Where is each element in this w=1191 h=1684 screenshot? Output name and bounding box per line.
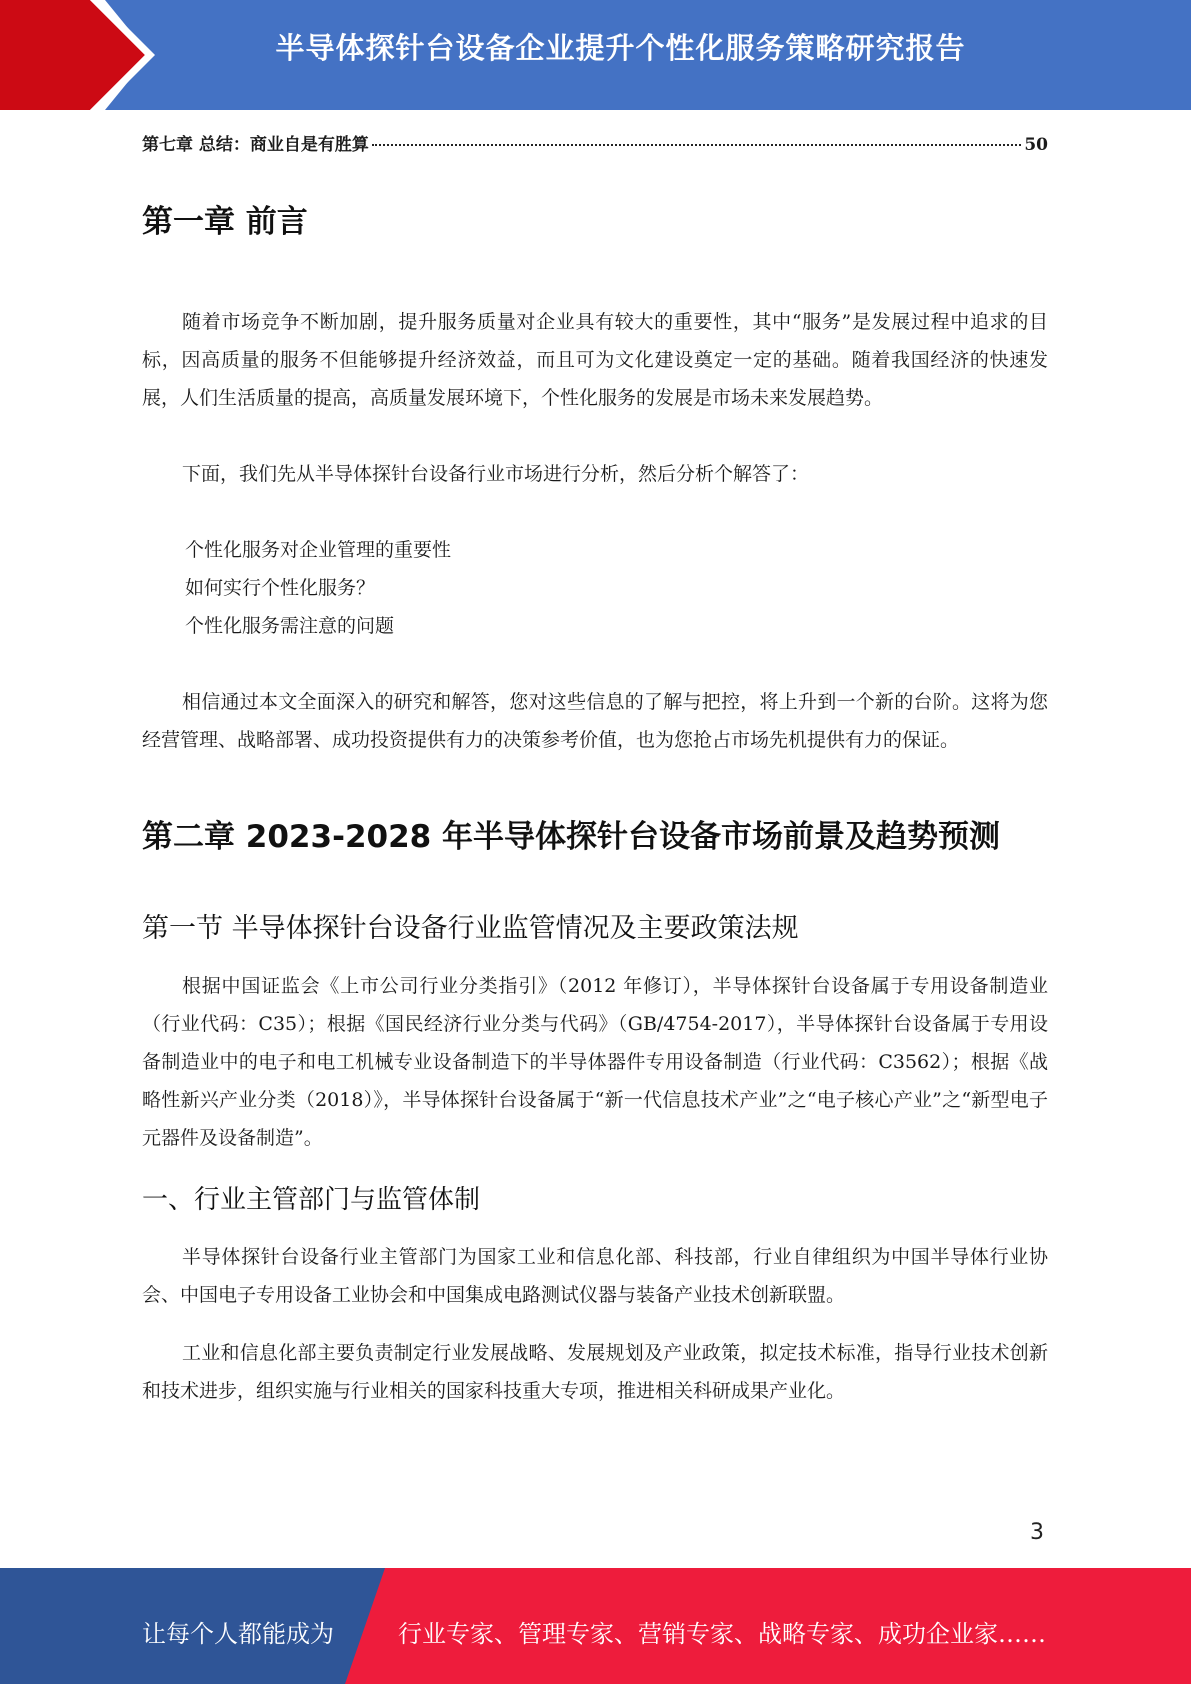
chapter-1-paragraph-1: 随着市场竞争不断加剧，提升服务质量对企业具有较大的重要性，其中“服务”是发展过程中追求的目标，因高质量的服务不但能够提升经济效益，而且可为文化建设奠定一定的基础。随着我国经济的快速发展，人们生活质量的提高，高质量发展环境下，个性化服务的发展是市场未来发展趋势。 bbox=[142, 311, 1048, 409]
section-1-paragraph: 根据中国证监会《上市公司行业分类指引》（2012 年修订），半导体探针台设备属于专用设备制造业（行业代码：C35）；根据《国民经济行业分类与代码》（GB/4754-2017），半导体探针台设备属于专用设备制造业中的电子和电工机械专业设备制造下的半导体器件专用设备制造（行业代码：C3562）；根据《战略性新兴产业分类（2018）》，半导体探针台设备属于“新一代信息技术产业”之“电子核心产业”之“新型电子元器件及设备制造”。 bbox=[142, 975, 1048, 1149]
toc-leader-dots bbox=[372, 144, 1021, 146]
document-body bbox=[142, 196, 1048, 1410]
page-number: 3 bbox=[1030, 1520, 1044, 1545]
chapter-2-heading: 第二章 2023-2028 年半导体探针台设备市场前景及趋势预测 bbox=[142, 819, 1001, 855]
toc-entry-title: 第七章 总结：商业自是有胜算 bbox=[142, 135, 369, 155]
footer-slogan-left: 让每个人都能成为 bbox=[142, 1620, 334, 1648]
toc-entry[interactable] bbox=[142, 130, 1048, 155]
footer-banner bbox=[0, 1568, 1191, 1684]
section-1-heading: 第一节 半导体探针台设备行业监管情况及主要政策法规 bbox=[142, 913, 799, 944]
chapter-1-paragraph-2: 下面，我们先从半导体探针台设备行业市场进行分析，然后分析个解答了： bbox=[182, 463, 810, 485]
subsection-1-paragraph-2: 工业和信息化部主要负责制定行业发展战略、发展规划及产业政策，拟定技术标准，指导行业技术创新和技术进步，组织实施与行业相关的国家科技重大专项，推进相关科研成果产业化。 bbox=[142, 1342, 1048, 1402]
question-list bbox=[142, 531, 1048, 645]
report-title: 半导体探针台设备企业提升个性化服务策略研究报告 bbox=[275, 31, 966, 65]
subsection-1-heading: 一、行业主管部门与监管体制 bbox=[142, 1185, 481, 1215]
list-item: 个性化服务需注意的问题 bbox=[185, 615, 395, 637]
list-item: 个性化服务对企业管理的重要性 bbox=[185, 539, 452, 561]
subsection-1-paragraph-1: 半导体探针台设备行业主管部门为国家工业和信息化部、科技部，行业自律组织为中国半导体行业协会、中国电子专用设备工业协会和中国集成电路测试仪器与装备产业技术创新联盟。 bbox=[142, 1246, 1048, 1306]
toc-entry-page: 50 bbox=[1024, 135, 1048, 155]
chapter-1-heading: 第一章 前言 bbox=[142, 204, 308, 240]
footer-slogan-right: 行业专家、管理专家、营销专家、战略专家、成功企业家…… bbox=[398, 1620, 1046, 1648]
header-banner bbox=[0, 0, 1191, 110]
list-item: 如何实行个性化服务？ bbox=[185, 577, 376, 599]
chapter-1-paragraph-3: 相信通过本文全面深入的研究和解答，您对这些信息的了解与把控，将上升到一个新的台阶。这将为您经营管理、战略部署、成功投资提供有力的决策参考价值，也为您抢占市场先机提供有力的保证。 bbox=[142, 691, 1048, 751]
